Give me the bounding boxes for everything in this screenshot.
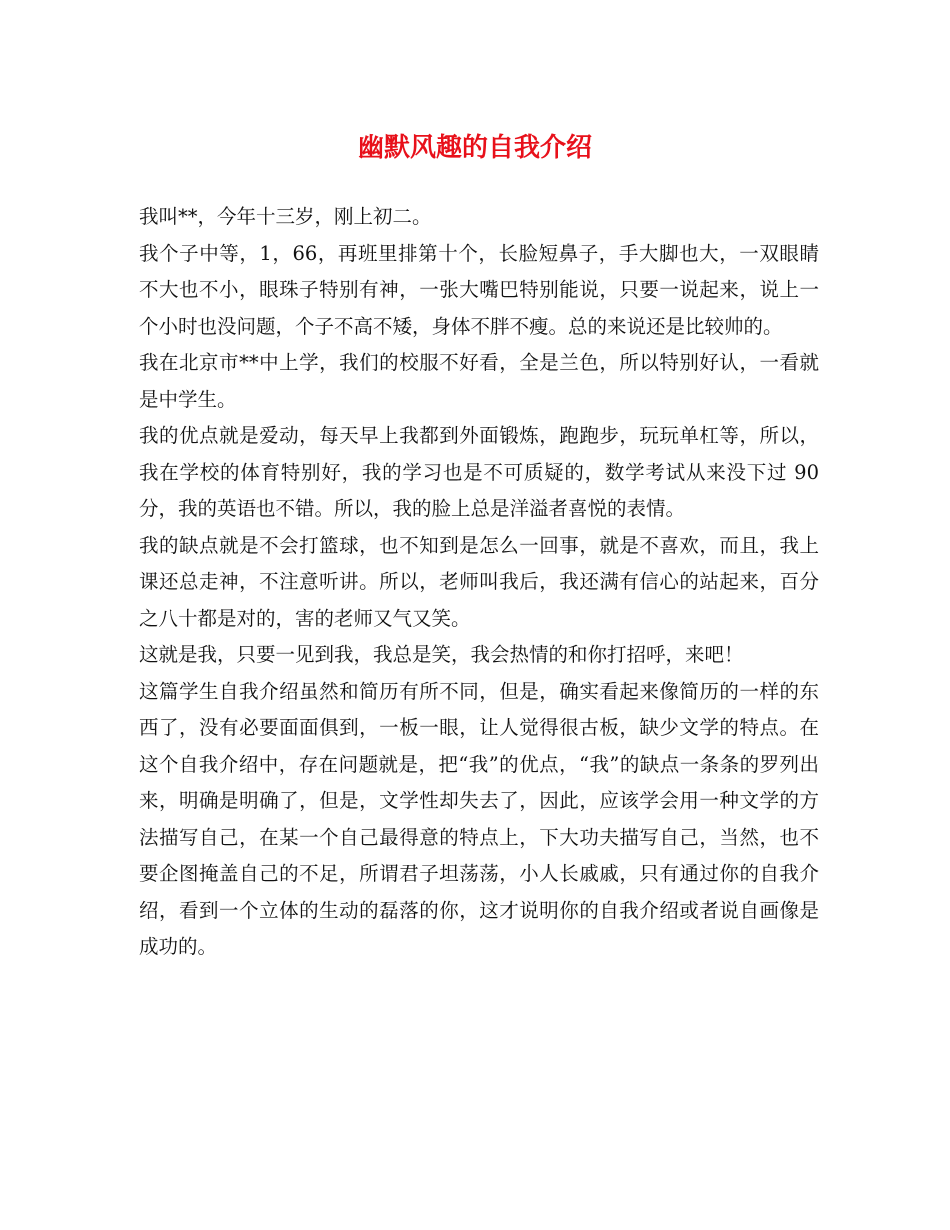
paragraph-strengths: 我的优点就是爱动，每天早上我都到外面锻炼，跑跑步，玩玩单杠等，所以，我在学校的体育特别好，我的学习也是不可质疑的，数学考试从来没下过 90 分，我的英语也不错。所以，我的脸上总是洋溢者喜悦的表情。 — [139, 424, 819, 520]
paragraph-commentary: 这篇学生自我介绍虽然和简历有所不同，但是，确实看起来像简历的一样的东西了，没有必要面面俱到，一板一眼，让人觉得很古板，缺少文学的特点。在这个自我介绍中，存在问题就是，把“我”的优点，“我”的缺点一条条的罗列出来，明确是明确了，但是，文学性却失去了，因此，应该学会用一种文学的方法描写自己，在某一个自己最得意的特点上，下大功夫描写自己，当然，也不要企图掩盖自己的不足，所谓君子坦荡荡，小人长戚戚，只有通过你的自我介绍，看到一个立体的生动的磊落的你，这才说明你的自我介绍或者说自画像是成功的。 — [139, 679, 819, 958]
document-title: 幽默风趣的自我介绍 — [357, 133, 592, 163]
document-body — [139, 199, 819, 966]
paragraph-closing: 这就是我，只要一见到我，我总是笑，我会热情的和你打招呼，来吧！ — [139, 643, 744, 666]
paragraph-school: 我在北京市**中上学，我们的校服不好看，全是兰色，所以特别好认，一看就是中学生。 — [139, 351, 819, 411]
paragraph-weaknesses: 我的缺点就是不会打篮球，也不知到是怎么一回事，就是不喜欢，而且，我上课还总走神，不注意听讲。所以，老师叫我后，我还满有信心的站起来，百分之八十都是对的，害的老师又气又笑。 — [139, 533, 819, 630]
paragraph-intro: 我叫**，今年十三岁，刚上初二。 — [139, 205, 432, 228]
paragraph-appearance: 我个子中等，1，66，再班里排第十个，长脸短鼻子，手大脚也大，一双眼睛不大也不小，眼珠子特别有神，一张大嘴巴特别能说，只要一说起来，说上一个小时也没问题，个子不高不矮，身体不胖不瘦。总的来说还是比较帅的。 — [139, 241, 819, 338]
